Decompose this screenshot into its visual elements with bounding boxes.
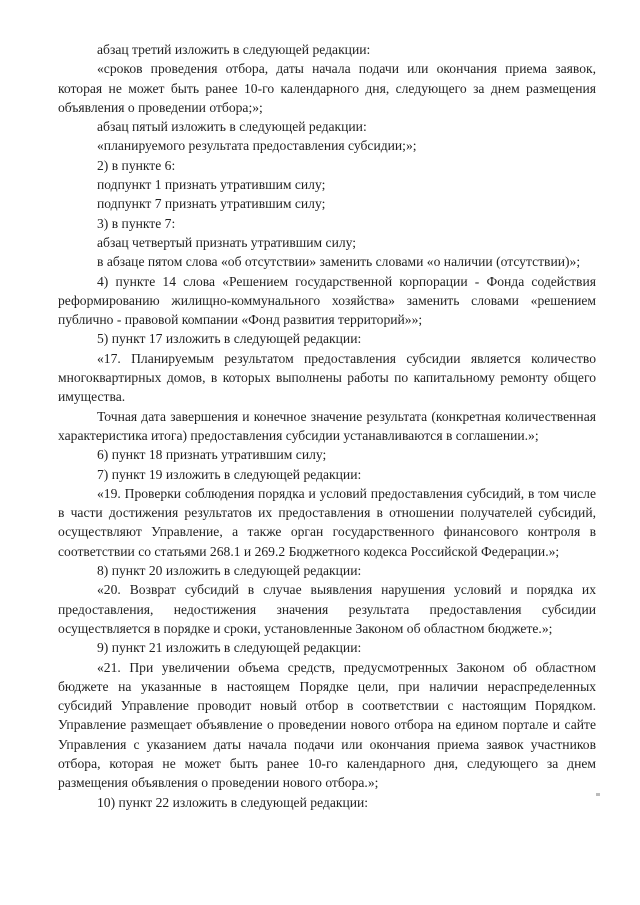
- paragraph: «17. Планируемым результатом предоставления субсидии является количество многоквартирных домов, в которых выполнены работы по капитальному ремонту общего имущества.: [58, 350, 596, 405]
- paragraph: абзац третий изложить в следующей редакции:: [97, 42, 371, 57]
- document-page: [58, 40, 596, 812]
- paragraph: «19. Проверки соблюдения порядка и условий предоставления субсидий, в том числе в части достижения результатов их предоставления в отношении получателей субсидий, осуществляют Управление, а также орган государственного финансового контроля в соответствии со статьями 268.1 и 269.2 Бюджетного кодекса Российской Федерации.»;: [58, 485, 596, 559]
- paragraph: подпункт 1 признать утратившим силу;: [97, 177, 326, 193]
- paragraph: подпункт 7 признать утратившим силу;: [97, 196, 326, 212]
- paragraph: в абзаце пятом слова «об отсутствии» заменить словами «о наличии (отсутствии)»;: [97, 254, 581, 270]
- paragraph: 6) пункт 18 признать утратившим силу;: [97, 447, 327, 463]
- paragraph: абзац пятый изложить в следующей редакции:: [97, 119, 367, 135]
- paragraph: 5) пункт 17 изложить в следующей редакции:: [97, 331, 362, 347]
- paragraph: «сроков проведения отбора, даты начала подачи или окончания приема заявок, которая не может быть ранее 10-го календарного дня, следующего за днем размещения объявления о проведении отбора;»;: [58, 61, 596, 115]
- paragraph: 8) пункт 20 изложить в следующей редакции:: [97, 563, 362, 579]
- paragraph: 7) пункт 19 изложить в следующей редакции:: [97, 466, 362, 482]
- paragraph: «планируемого результата предоставления субсидии;»;: [97, 138, 417, 154]
- paragraph: «21. При увеличении объема средств, предусмотренных Законом об областном бюджете на указанные в настоящем Порядке цели, при наличии нераспределенных субсидий Управление проводит новый отбор в соответствии с настоящим Порядком. Управление размещает объявление о проведении нового отбора на едином портале и сайте Управления с указанием даты начала подачи или окончания приема заявок участников отбора, которая не может быть ранее 10-го календарного дня, следующего за днем размещения объявления о проведении нового отбора.»;: [58, 659, 596, 791]
- scan-speck: [596, 793, 600, 796]
- paragraph: 4) пункте 14 слова «Решением государственной корпорации - Фонда содействия реформированию жилищно-коммунального хозяйства» заменить словами «решением публично - правовой компании «Фонд развития территорий»»;: [58, 273, 596, 328]
- paragraph: 2) в пункте 6:: [97, 157, 176, 173]
- paragraph: 3) в пункте 7:: [97, 215, 176, 231]
- paragraph: абзац четвертый признать утратившим силу;: [97, 234, 357, 250]
- paragraph: «20. Возврат субсидий в случае выявления нарушения условий и порядка их предоставления, недостижения значения результата предоставления субсидии осуществляется в порядке и сроки, установленные Законом об областном бюджете.»;: [58, 582, 596, 636]
- paragraph: Точная дата завершения и конечное значение результата (конкретная количественная характеристика итога) предоставления субсидии устанавливаются в соглашении.»;: [58, 408, 596, 443]
- paragraph: 10) пункт 22 изложить в следующей редакции:: [97, 794, 369, 810]
- paragraph: 9) пункт 21 изложить в следующей редакции:: [97, 640, 362, 656]
